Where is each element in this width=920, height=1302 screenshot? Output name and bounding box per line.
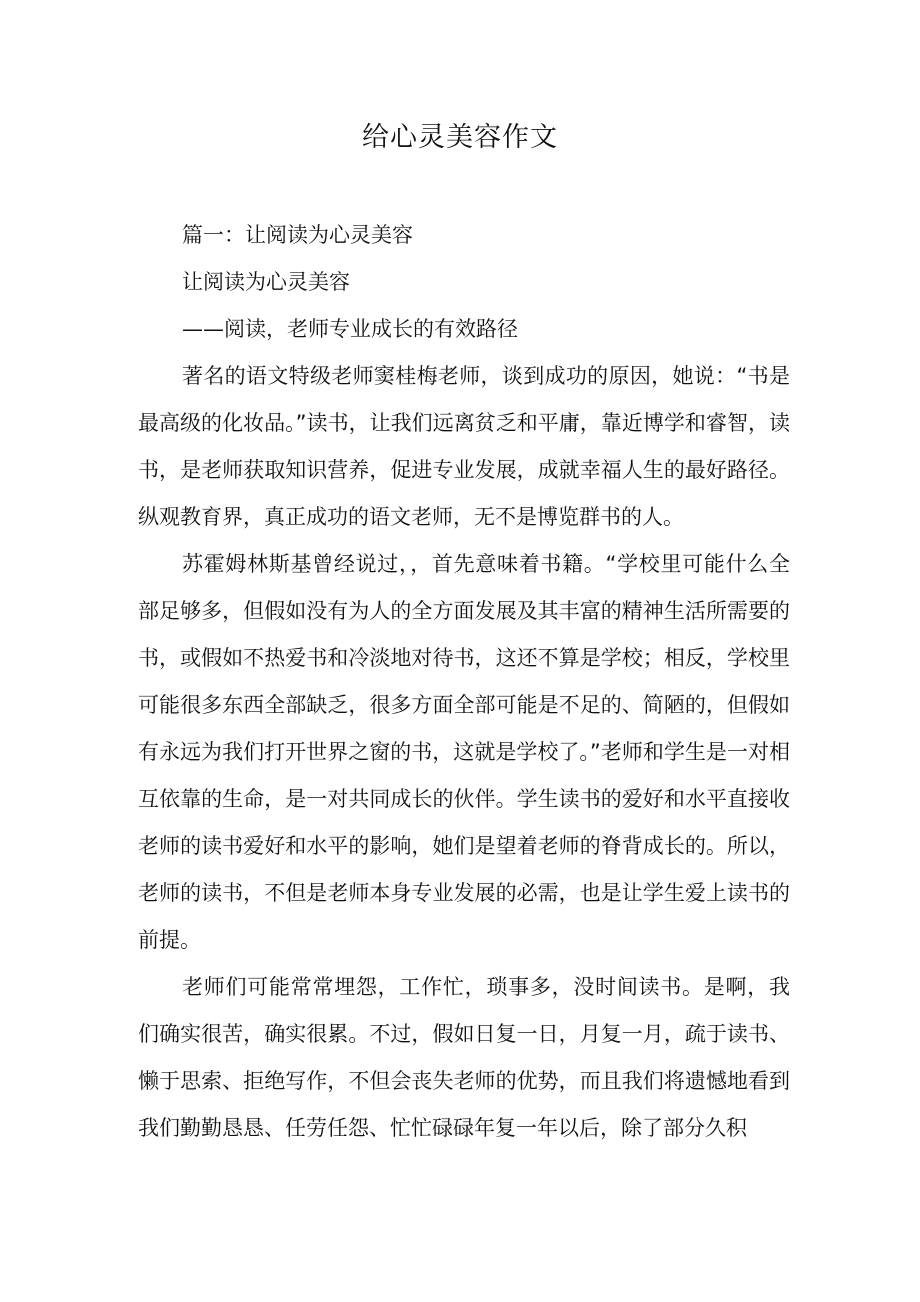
body-paragraph: 苏霍姆林斯基曾经说过，，首先意味着书籍。“学校里可能什么全部足够多，但假如没有为人的全方面发展及其丰富的精神生活所需要的书，或假如不热爱书和冷淡地对待书，这还不算是学校；相反，学校里可能很多东西全部缺乏，很多方面全部可能是不足的、简陋的，但假如有永远为我们打开世界之窗的书，这就是学校了。”老师和学生是一对相互依靠的生命，是一对共同成长的伙伴。学生读书的爱好和水平直接收老师的读书爱好和水平的影响，她们是望着老师的脊背成长的。所以，老师的读书，不但是老师本身专业发展的必需，也是让学生爱上读书的前提。 <box>138 552 790 952</box>
article-title: 让阅读为心灵美容 <box>182 270 350 294</box>
body-paragraph: 老师们可能常常埋怨，工作忙，琐事多，没时间读书。是啊，我们确实很苦，确实很累。不过，假如日复一日，月复一月，疏于读书、懒于思索、拒绝写作，不但会丧失老师的优势，而且我们将遗憾地看到我们勤勤恳恳、任劳任怨、忙忙碌碌年复一年以后，除了部分久积 <box>138 975 790 1140</box>
section-heading: 篇一：让阅读为心灵美容 <box>182 223 413 247</box>
body-paragraph: 著名的语文特级老师窦桂梅老师，谈到成功的原因，她说：“书是最高级的化妆品。”读书，让我们远离贫乏和平庸，靠近博学和睿智，读书，是老师获取知识营养，促进专业发展，成就幸福人生的最好路径。纵观教育界，真正成功的语文老师，无不是博览群书的人。 <box>138 364 790 529</box>
document-title: 给心灵美容作文 <box>362 122 558 153</box>
document-body <box>138 212 790 1152</box>
article-subtitle: ——阅读，老师专业成长的有效路径 <box>182 317 518 341</box>
